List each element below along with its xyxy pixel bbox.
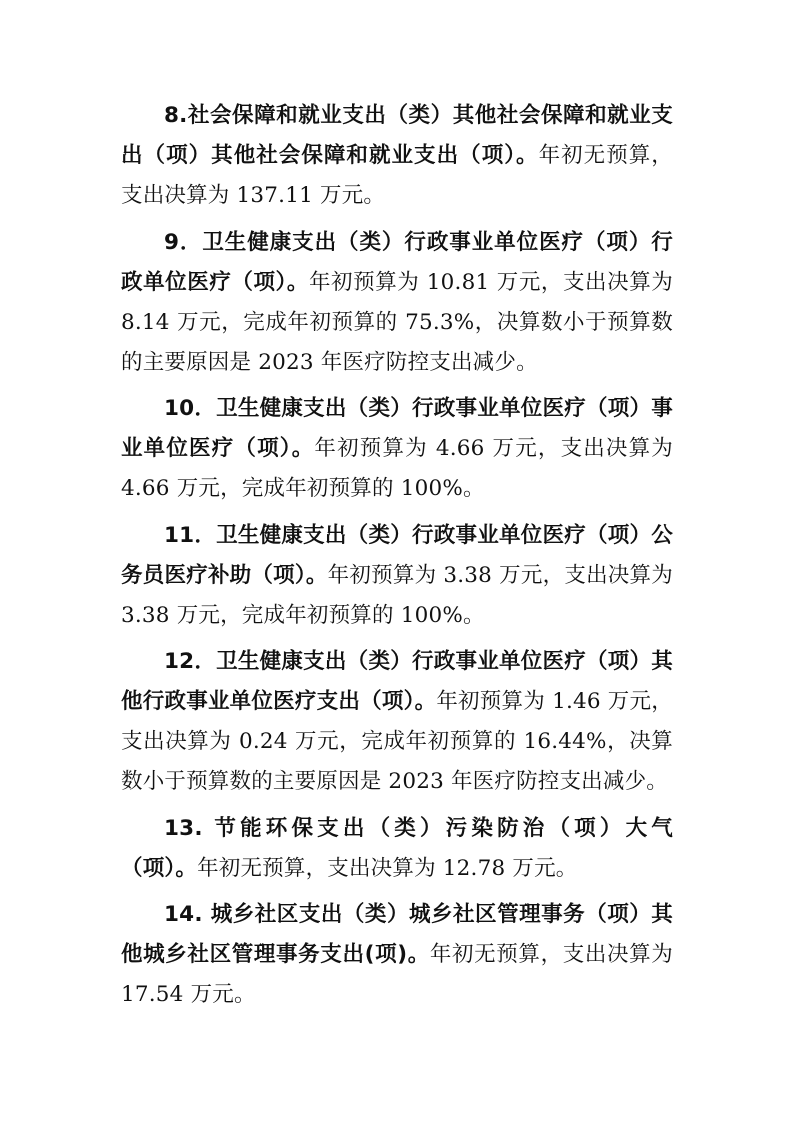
- item-body: 年初无预算，支出决算为 137.11 万元。: [121, 143, 673, 208]
- paragraph-item-14: [121, 895, 673, 1015]
- item-body: 年初预算为 10.81 万元，支出决算为 8.14 万元，完成年初预算的 75.3%，决算数小于预算数的主要原因是 2023 年医疗防控支出减少。: [121, 269, 673, 375]
- paragraph-item-8: [121, 96, 673, 216]
- item-heading: 10．卫生健康支出（类）行政事业单位医疗（项）事业单位医疗（项）。: [121, 396, 673, 461]
- paragraph-item-11: [121, 516, 673, 636]
- paragraph-item-9: [121, 223, 673, 383]
- item-heading: 13. 节能环保支出（类）污染防治（项）大气（项）。: [121, 815, 673, 881]
- item-heading: 14. 城乡社区支出（类）城乡社区管理事务（项）其他城乡社区管理事务支出(项)。: [121, 902, 673, 967]
- item-heading: 12．卫生健康支出（类）行政事业单位医疗（项）其他行政事业单位医疗支出（项）。: [121, 649, 673, 714]
- item-body: 年初预算为 1.46 万元，支出决算为 0.24 万元，完成年初预算的 16.44%，决算数小于预算数的主要原因是 2023 年医疗防控支出减少。: [121, 689, 673, 794]
- item-heading: 9．卫生健康支出（类）行政事业单位医疗（项）行政单位医疗（项）。: [121, 229, 673, 295]
- item-body: 年初无预算，支出决算为 17.54 万元。: [121, 942, 674, 1007]
- paragraph-item-13: [121, 809, 673, 889]
- item-heading: 11．卫生健康支出（类）行政事业单位医疗（项）公务员医疗补助（项）。: [121, 522, 673, 588]
- item-body: 年初预算为 4.66 万元，支出决算为 4.66 万元，完成年初预算的 100%。: [121, 436, 673, 501]
- item-body: 年初无预算，支出决算为 12.78 万元。: [197, 855, 578, 881]
- item-body: 年初预算为 3.38 万元，支出决算为 3.38 万元，完成年初预算的 100%。: [121, 562, 673, 628]
- paragraph-item-12: [121, 642, 673, 802]
- paragraph-item-10: [121, 389, 673, 509]
- item-heading: 8.社会保障和就业支出（类）其他社会保障和就业支出（项）其他社会保障和就业支出（项）。: [121, 103, 673, 168]
